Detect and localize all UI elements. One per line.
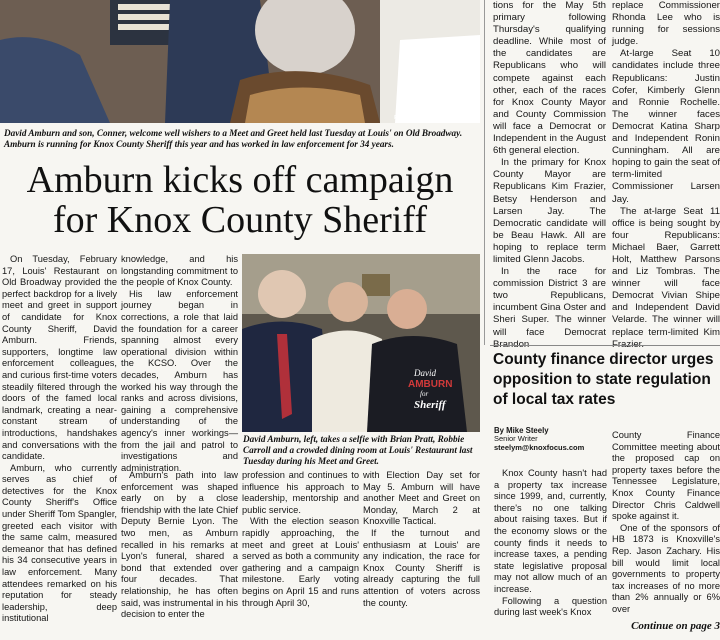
top-photo-image	[0, 0, 480, 123]
story-paragraph: profession and continues to influence his approach to leadership, mentorship and public service.	[242, 470, 359, 515]
shirt-text-4: Sheriff	[414, 399, 446, 411]
story-paragraph: with Election Day set for May 5. Amburn will have another Meet and Greet on Monday, March 2 at Knoxville Tactical.	[363, 470, 480, 527]
section-divider	[490, 345, 720, 346]
story-paragraph: At-large Seat 10 candidates include three Republicans: Justin Cofer, Kimberly Glenn and Ronnie Rochelle. The winner faces Democrat Katina Sharp and Independent Ronin Cunningham. All are hoping to gain the seat of term-limited Commissioner Larsen Jay.	[612, 48, 720, 205]
story-paragraph: County Finance Committee meeting about the proposed cap on property taxes before the Tennessee Legislature, Knox County Finance Director Chris Caldwell spoke against it.	[612, 430, 720, 522]
story-paragraph: One of the sponsors of HB 1873 is Knoxville's Rep. Jason Zachary. His bill would limit local governments to property tax increases of no more than 2% annually or 6% over	[612, 522, 720, 614]
story-paragraph: His law enforcement journey began in corrections, a role that laid the foundation for a career spanning almost every operational division within the KCSO. Over the decades, Amburn has worked his way through the ranks and across divisions, gaining a comprehensive understanding of the agency's inner workings—from the jail and patrol to investigations and administration.	[121, 288, 238, 473]
story2-column-2	[612, 430, 720, 616]
story2-column-1	[494, 468, 607, 640]
story-paragraph: Knox County hasn't had a property tax increase since 1999, and, currently, there's no one talking about raising taxes. But if the economy slows or the county finds it needs to increase taxes, a pending state legislative proposal may not allow much of an increase.	[494, 468, 607, 594]
column-divider	[484, 0, 485, 345]
story-paragraph: tions for the May 5th primary following Thursday's qualifying deadline. While most of the candidates are Republicans who will compete against each other, each of the races for Knox County Mayor and County Commission will face a Democrat or Independent in the August 6th general election.	[493, 0, 606, 157]
story-paragraph: replace Commissioner Rhonda Lee who is running for sessions judge.	[612, 0, 720, 48]
continue-link[interactable]: Continue on page 3	[631, 620, 720, 632]
story-paragraph: On Tuesday, February 17, Louis' Restaurant on Old Broadway provided the perfect backdrop for a lively meet and greet in support of candidate for Knox County Sheriff, David Amburn. Friends, supporters, longtime law enforcement colleagues, and curious first-time voters steadily filtered through the doors of the famed local landmark, creating a near-constant stream of introductions, handshakes and conversations with the candidate.	[2, 254, 117, 462]
story-paragraph: Amburn, who currently serves as chief of detectives for the Knox County Sheriff's Office under Sheriff Tom Spangler, greeted each visitor with the same calm, measured demeanor that has defined his 34 consecutive years in law enforcement. Many attendees remarked on his reputation for steady leadership, deep institutional	[2, 462, 117, 624]
byline-title: Senior Writer	[494, 434, 538, 443]
selfie-photo	[242, 254, 480, 432]
story-paragraph: In the primary for Knox County Mayor are Republicans Kim Frazier, Betsy Henderson and Larsen Jay. The Democratic candidate will be Beau Hawk. All are hoping to replace term limited Glenn Jacobs.	[493, 157, 606, 265]
story-paragraph: With the election season rapidly approaching, the meet and greet at Louis' served as both a community gathering and a campaign milestone. Early voting begins on April 15 and runs through April 30,	[242, 516, 359, 608]
story-column-4	[363, 470, 480, 638]
story-paragraph: The at-large Seat 11 office is being sought by four Republicans: Michael Baer, Garrett Holt, Matthew Parsons and Liz Tombras. The winner will face Democrat Vivian Shipe and Independent David Velarde. The winner will replace term-limited Kim	[612, 205, 720, 338]
story-paragraph: Amburn's path into law enforcement was shaped early on by a close friendship with the late Chief Deputy Bernie Lyon. The two men, as Amburn recalled in his remarks at Lyon's funeral, shared a bond that extended over four decades. That relationship, he has often said, was instrumental in his decision to enter the	[121, 470, 238, 620]
story-paragraph: In the race for commission District 3 are two Republicans, incumbent Gina Oster and Sheri Super. The winner will face Democrat	[493, 266, 606, 338]
byline-email: steelym@knoxfocus.com	[494, 443, 585, 452]
shirt-text-2: AMBURN	[408, 379, 453, 390]
headline-line-1: Amburn kicks off campaign	[26, 159, 454, 201]
right-story-column-1	[493, 0, 606, 343]
story-paragraph: If the turnout and enthusiasm at Louis' are any indication, the race for Knox County Sheriff is already capturing the full attention of voters across the county.	[363, 527, 480, 608]
selfie-photo-image	[242, 254, 480, 432]
story-column-1	[2, 254, 117, 638]
story-column-2	[121, 254, 238, 473]
shirt-text-3: for	[420, 390, 429, 398]
photo-credit: PHOTOS BY TIFFANY LAWSON	[394, 115, 476, 121]
second-headline: County finance director urges opposition to state regulation of local tax rates	[493, 351, 714, 408]
main-headline	[0, 160, 480, 240]
right-story-column-2	[612, 0, 720, 343]
story-paragraph: Following a question during last week's Knox	[494, 595, 607, 618]
top-photo-caption: David Amburn and son, Conner, welcome well wishers to a Meet and Greet held last Tuesday at Louis' on Old Broadway. Amburn is running for Knox County Sheriff this year and has worked in law enforcement for 34 years.	[4, 128, 463, 149]
story-paragraph: knowledge, and his longstanding commitment to the people of Knox County.	[121, 254, 238, 288]
top-photo	[0, 0, 480, 123]
headline-line-2: for Knox County Sheriff	[53, 199, 427, 241]
selfie-caption: David Amburn, left, takes a selfie with Brian Pratt, Robbie Carroll and a crowded dining room at Louis' Restaurant last Tuesday during his Meet and Greet.	[243, 434, 473, 466]
byline-name: By Mike Steely	[494, 426, 549, 435]
story-column-2-lower	[121, 470, 238, 638]
shirt-text-1: David	[414, 368, 436, 378]
story-column-3	[242, 470, 359, 638]
